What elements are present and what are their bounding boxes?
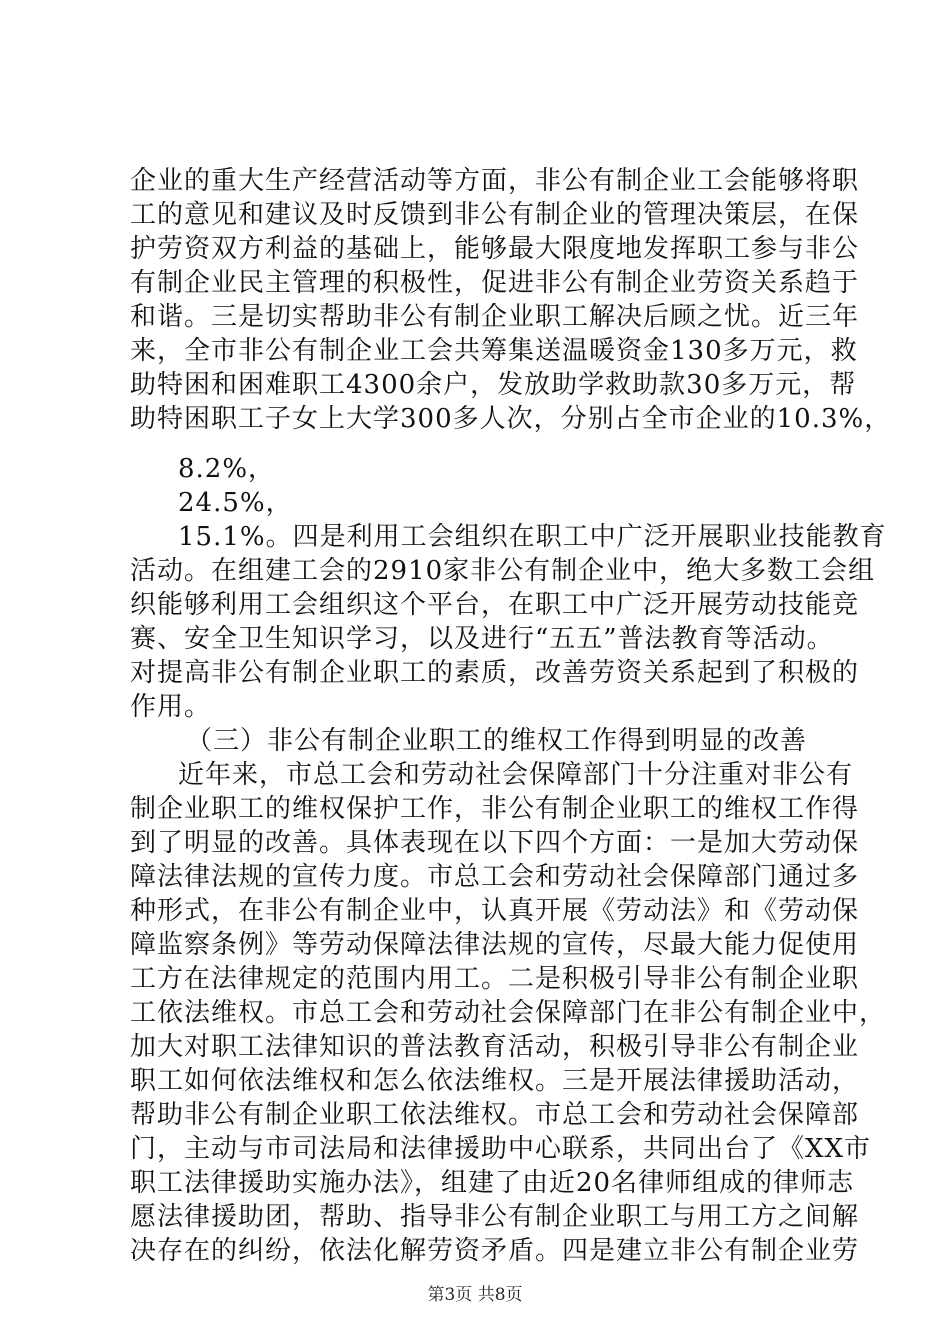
text-line: 种形式，在非公有制企业中，认真开展《劳动法》和《劳动保 xyxy=(130,896,860,926)
text-line: 决存在的纠纷，依法化解劳资矛盾。四是建立非公有制企业劳 xyxy=(130,1236,860,1266)
text-line: 对提高非公有制企业职工的素质，改善劳资关系起到了积极的 xyxy=(130,658,860,688)
text-line: 职工法律援助实施办法》，组建了由近20名律师组成的律师志 xyxy=(130,1168,855,1198)
text-line: 赛、安全卫生知识学习，以及进行“五五”普法教育等活动。 xyxy=(130,624,834,654)
text-line: 障监察条例》等劳动保障法律法规的宣传，尽最大能力促使用 xyxy=(130,930,860,960)
text-line: 愿法律援助团，帮助、指导非公有制企业职工与用工方之间解 xyxy=(130,1202,860,1232)
text-line: 24.5%， xyxy=(178,488,293,518)
text-line: 障法律法规的宣传力度。市总工会和劳动社会保障部门通过多 xyxy=(130,862,860,892)
text-line: 到了明显的改善。具体表现在以下四个方面：一是加大劳动保 xyxy=(130,828,860,858)
text-line: 加大对职工法律知识的普法教育活动，积极引导非公有制企业 xyxy=(130,1032,860,1062)
text-line: 助特困和困难职工4300余户，发放助学救助款30多万元，帮 xyxy=(130,370,857,400)
text-line: 制企业职工的维权保护工作，非公有制企业职工的维权工作得 xyxy=(130,794,860,824)
text-line: 织能够利用工会组织这个平台，在职工中广泛开展劳动技能竞 xyxy=(130,590,860,620)
text-line: 作用。 xyxy=(130,692,212,722)
text-line: 有制企业民主管理的积极性，促进非公有制企业劳资关系趋于 xyxy=(130,268,860,298)
text-line: 工方在法律规定的范围内用工。二是积极引导非公有制企业职 xyxy=(130,964,860,994)
text-line: 15.1%。四是利用工会组织在职工中广泛开展职业技能教育 xyxy=(178,522,887,552)
text-line: 工依法维权。市总工会和劳动社会保障部门在非公有制企业中， xyxy=(130,998,887,1028)
text-line: 8.2%， xyxy=(178,454,276,484)
text-line: 护劳资双方利益的基础上，能够最大限度地发挥职工参与非公 xyxy=(130,234,860,264)
section-heading: （三）非公有制企业职工的维权工作得到明显的改善 xyxy=(186,726,808,756)
text-line: 和谐。三是切实帮助非公有制企业职工解决后顾之忧。近三年 xyxy=(130,302,860,332)
text-line: 职工如何依法维权和怎么依法维权。三是开展法律援助活动， xyxy=(130,1066,860,1096)
page-number-footer: 第3页 共8页 xyxy=(427,1285,523,1305)
text-line: 企业的重大生产经营活动等方面，非公有制企业工会能够将职 xyxy=(130,166,860,196)
text-line: 近年来，市总工会和劳动社会保障部门十分注重对非公有 xyxy=(178,760,854,790)
text-line: 帮助非公有制企业职工依法维权。市总工会和劳动社会保障部 xyxy=(130,1100,860,1130)
text-line: 助特困职工子女上大学300多人次，分别占全市企业的10.3%， xyxy=(130,404,892,434)
text-line: 门，主动与市司法局和法律援助中心联系，共同出台了《XX市 xyxy=(130,1134,872,1164)
text-line: 来，全市非公有制企业工会共筹集送温暖资金130多万元，救 xyxy=(130,336,858,366)
text-line: 工的意见和建议及时反馈到非公有制企业的管理决策层，在保 xyxy=(130,200,860,230)
text-line: 活动。在组建工会的2910家非公有制企业中，绝大多数工会组 xyxy=(130,556,876,586)
